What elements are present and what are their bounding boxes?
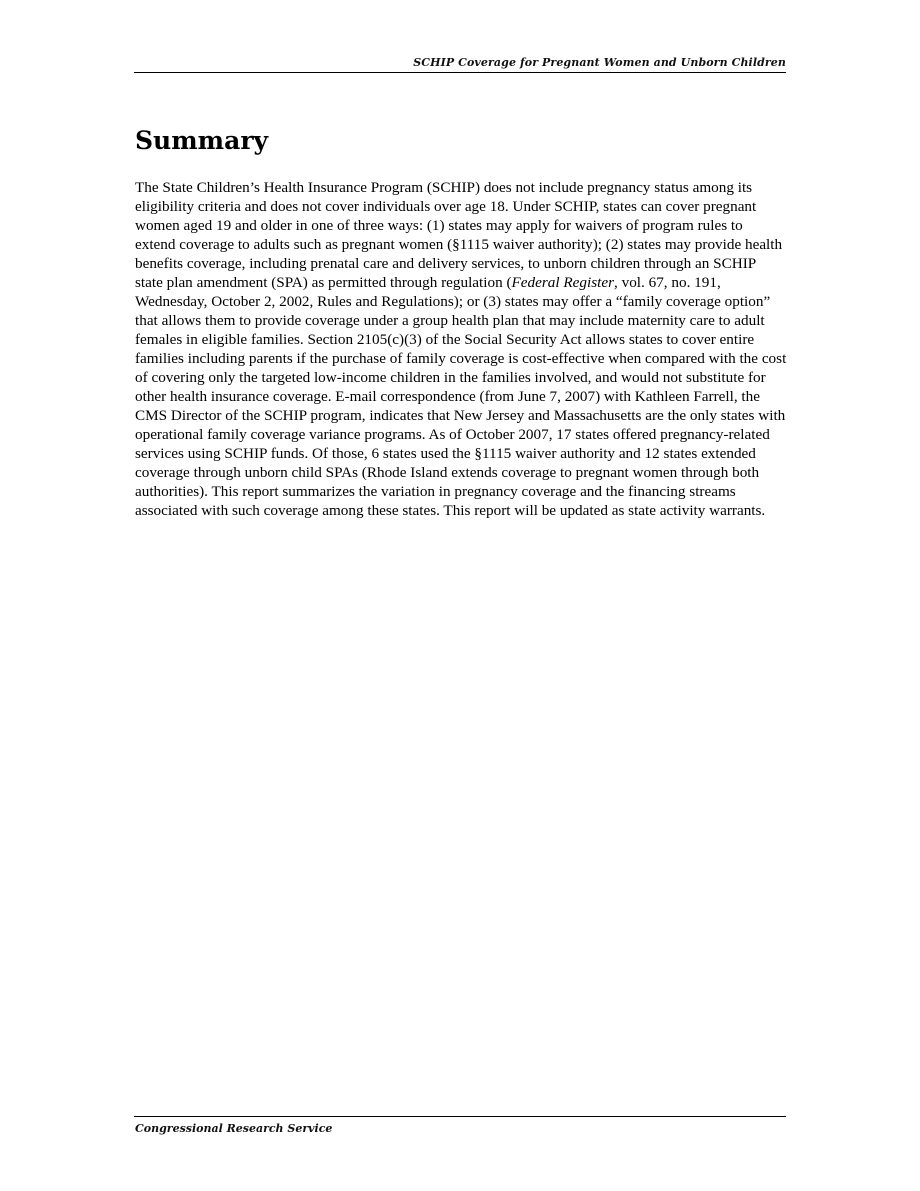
running-header: SCHIP Coverage for Pregnant Women and Unborn Children [413,56,786,69]
header-rule [134,72,786,73]
summary-text-part-2: , vol. 67, no. 191, Wednesday, October 2, 2002, Rules and Regulations); or (3) states may offer a “family coverage option” that allows them to provide coverage under a group health plan that may include maternity care to adult females in eligible families. Section 2105(c)(3) of the Social Security Act allows states to cover entire families including parents if the purchase of family coverage is cost-effective when compared with the cost of covering only the targeted low-income children in the families involved, and would not substitute for other health insurance coverage. E-mail correspondence (from June 7, 2007) with Kathleen Farrell, the CMS Director of the SCHIP program, indicates that New Jersey and Massachusetts are the only states with operational family coverage variance programs. As of October 2007, 17 states offered pregnancy-related services using SCHIP funds. Of those, 6 states used the §1115 waiver authority and 12 states extended coverage through unborn child SPAs (Rhode Island extends coverage to pregnant women through both authorities). This report summarizes the variation in pregnancy coverage and the financing streams associated with such coverage among these states. This report will be updated as state activity warrants. [135,274,787,519]
footer-rule [134,1116,786,1117]
summary-paragraph [135,178,787,520]
summary-text-part-1: The State Children’s Health Insurance Program (SCHIP) does not include pregnancy status among its eligibility criteria and does not cover individuals over age 18. Under SCHIP, states can cover pregnant women aged 19 and older in one of three ways: (1) states may apply for waivers of program rules to extend coverage to adults such as pregnant women (§1115 waiver authority); (2) states may provide health benefits coverage, including prenatal care and delivery services, to unborn children through an SCHIP state plan amendment (SPA) as permitted through regulation ( [135,179,783,291]
footer-publisher: Congressional Research Service [135,1122,333,1135]
federal-register-citation: Federal Register [511,274,615,291]
section-heading: Summary [135,126,269,155]
